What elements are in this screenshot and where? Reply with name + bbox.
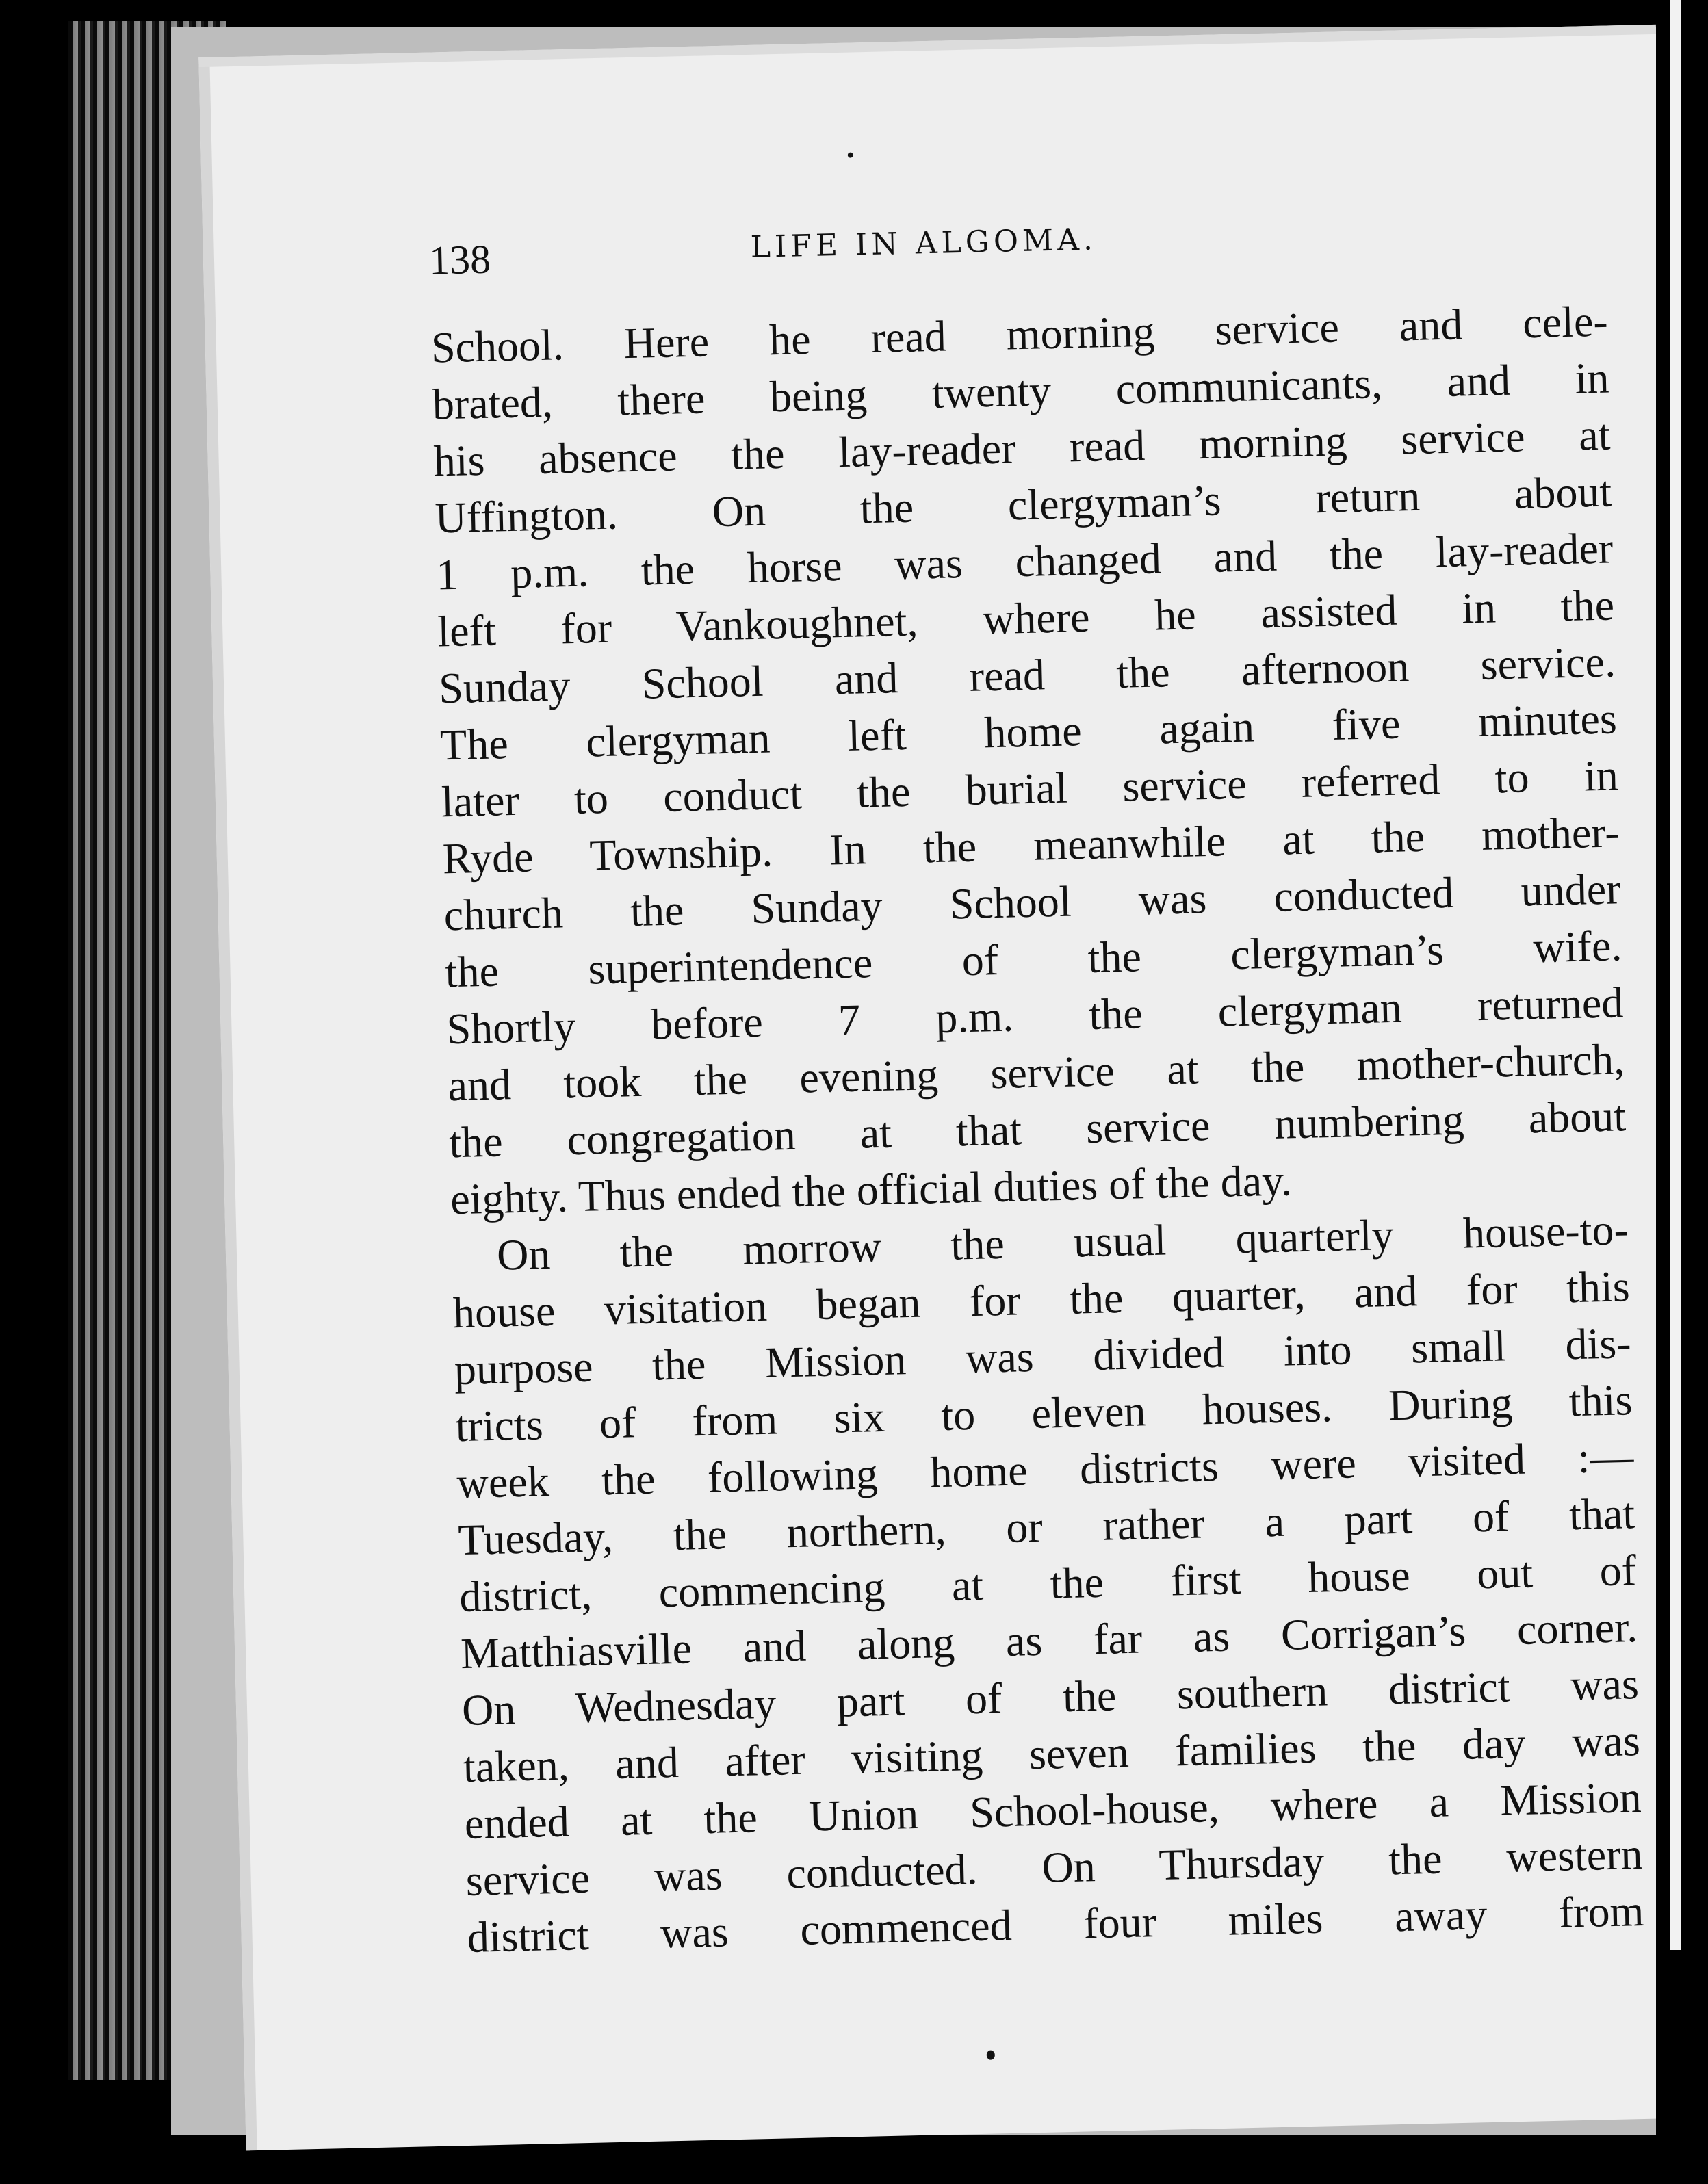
page-header xyxy=(428,198,1525,305)
text-line: Ryde Township. In the meanwhile at the mother- xyxy=(442,807,1620,883)
text-line: week the following home districts were visited :— xyxy=(456,1432,1635,1508)
ink-speck xyxy=(987,2051,995,2060)
text-line: church the Sunday School was conducted under xyxy=(443,864,1622,940)
text-line: district, commencing at the first house out of xyxy=(458,1546,1637,1622)
text-line: tricts of from six to eleven houses. During this xyxy=(454,1375,1633,1451)
body-text xyxy=(430,293,1644,1966)
page-number: 138 xyxy=(428,236,491,283)
text-line: The clergyman left home again five minutes xyxy=(439,694,1618,770)
text-line: Shortly before 7 p.m. the clergyman returned xyxy=(445,978,1624,1054)
running-head: LIFE IN ALGOMA. xyxy=(750,222,1098,265)
text-line: School. Here he read morning service and cele- xyxy=(430,296,1609,372)
scan-border-right xyxy=(1656,21,1708,2184)
text-line: and took the evening service at the mother-church, xyxy=(447,1035,1625,1110)
text-line: On Wednesday part of the southern district was xyxy=(461,1659,1640,1735)
text-line: later to conduct the burial service referred to in xyxy=(441,751,1619,827)
text-line: house visitation began for the quarter, and for this xyxy=(452,1262,1631,1338)
text-line: ended at the Union School-house, where a Mission xyxy=(464,1772,1642,1848)
text-line: eighty. Thus ended the official duties of the day. xyxy=(450,1156,1293,1224)
text-line: purpose the Mission was divided into small dis- xyxy=(454,1318,1632,1394)
text-line: the superintendence of the clergyman’s wife. xyxy=(444,921,1623,997)
text-line: taken, and after visiting seven families the day was xyxy=(463,1716,1641,1792)
text-line: Sunday School and read the afternoon service. xyxy=(438,637,1616,713)
facing-page-edge xyxy=(1670,0,1681,1950)
text-line: Matthiasville and along as far as Corrigan’s corner. xyxy=(460,1602,1638,1678)
ink-speck xyxy=(848,152,853,157)
text-line: service was conducted. On Thursday the western xyxy=(465,1829,1644,1905)
text-line: district was commenced four miles away from xyxy=(466,1886,1645,1962)
text-line: left for Vankoughnet, where he assisted in the xyxy=(437,580,1615,656)
text-line-paragraph-start: On the morrow the usual quarterly house-to- xyxy=(496,1205,1629,1279)
text-line: the congregation at that service numbering about xyxy=(448,1091,1627,1167)
text-line: brated, there being twenty communicants, and in xyxy=(432,353,1610,429)
text-line: Tuesday, the northern, or rather a part of that xyxy=(457,1489,1635,1565)
text-line: Uffington. On the clergyman’s return about xyxy=(434,467,1612,543)
text-line: his absence the lay-reader read morning service at xyxy=(432,410,1612,486)
printed-page xyxy=(198,25,1703,2151)
text-line: 1 p.m. the horse was changed and the lay-reader xyxy=(435,523,1614,599)
